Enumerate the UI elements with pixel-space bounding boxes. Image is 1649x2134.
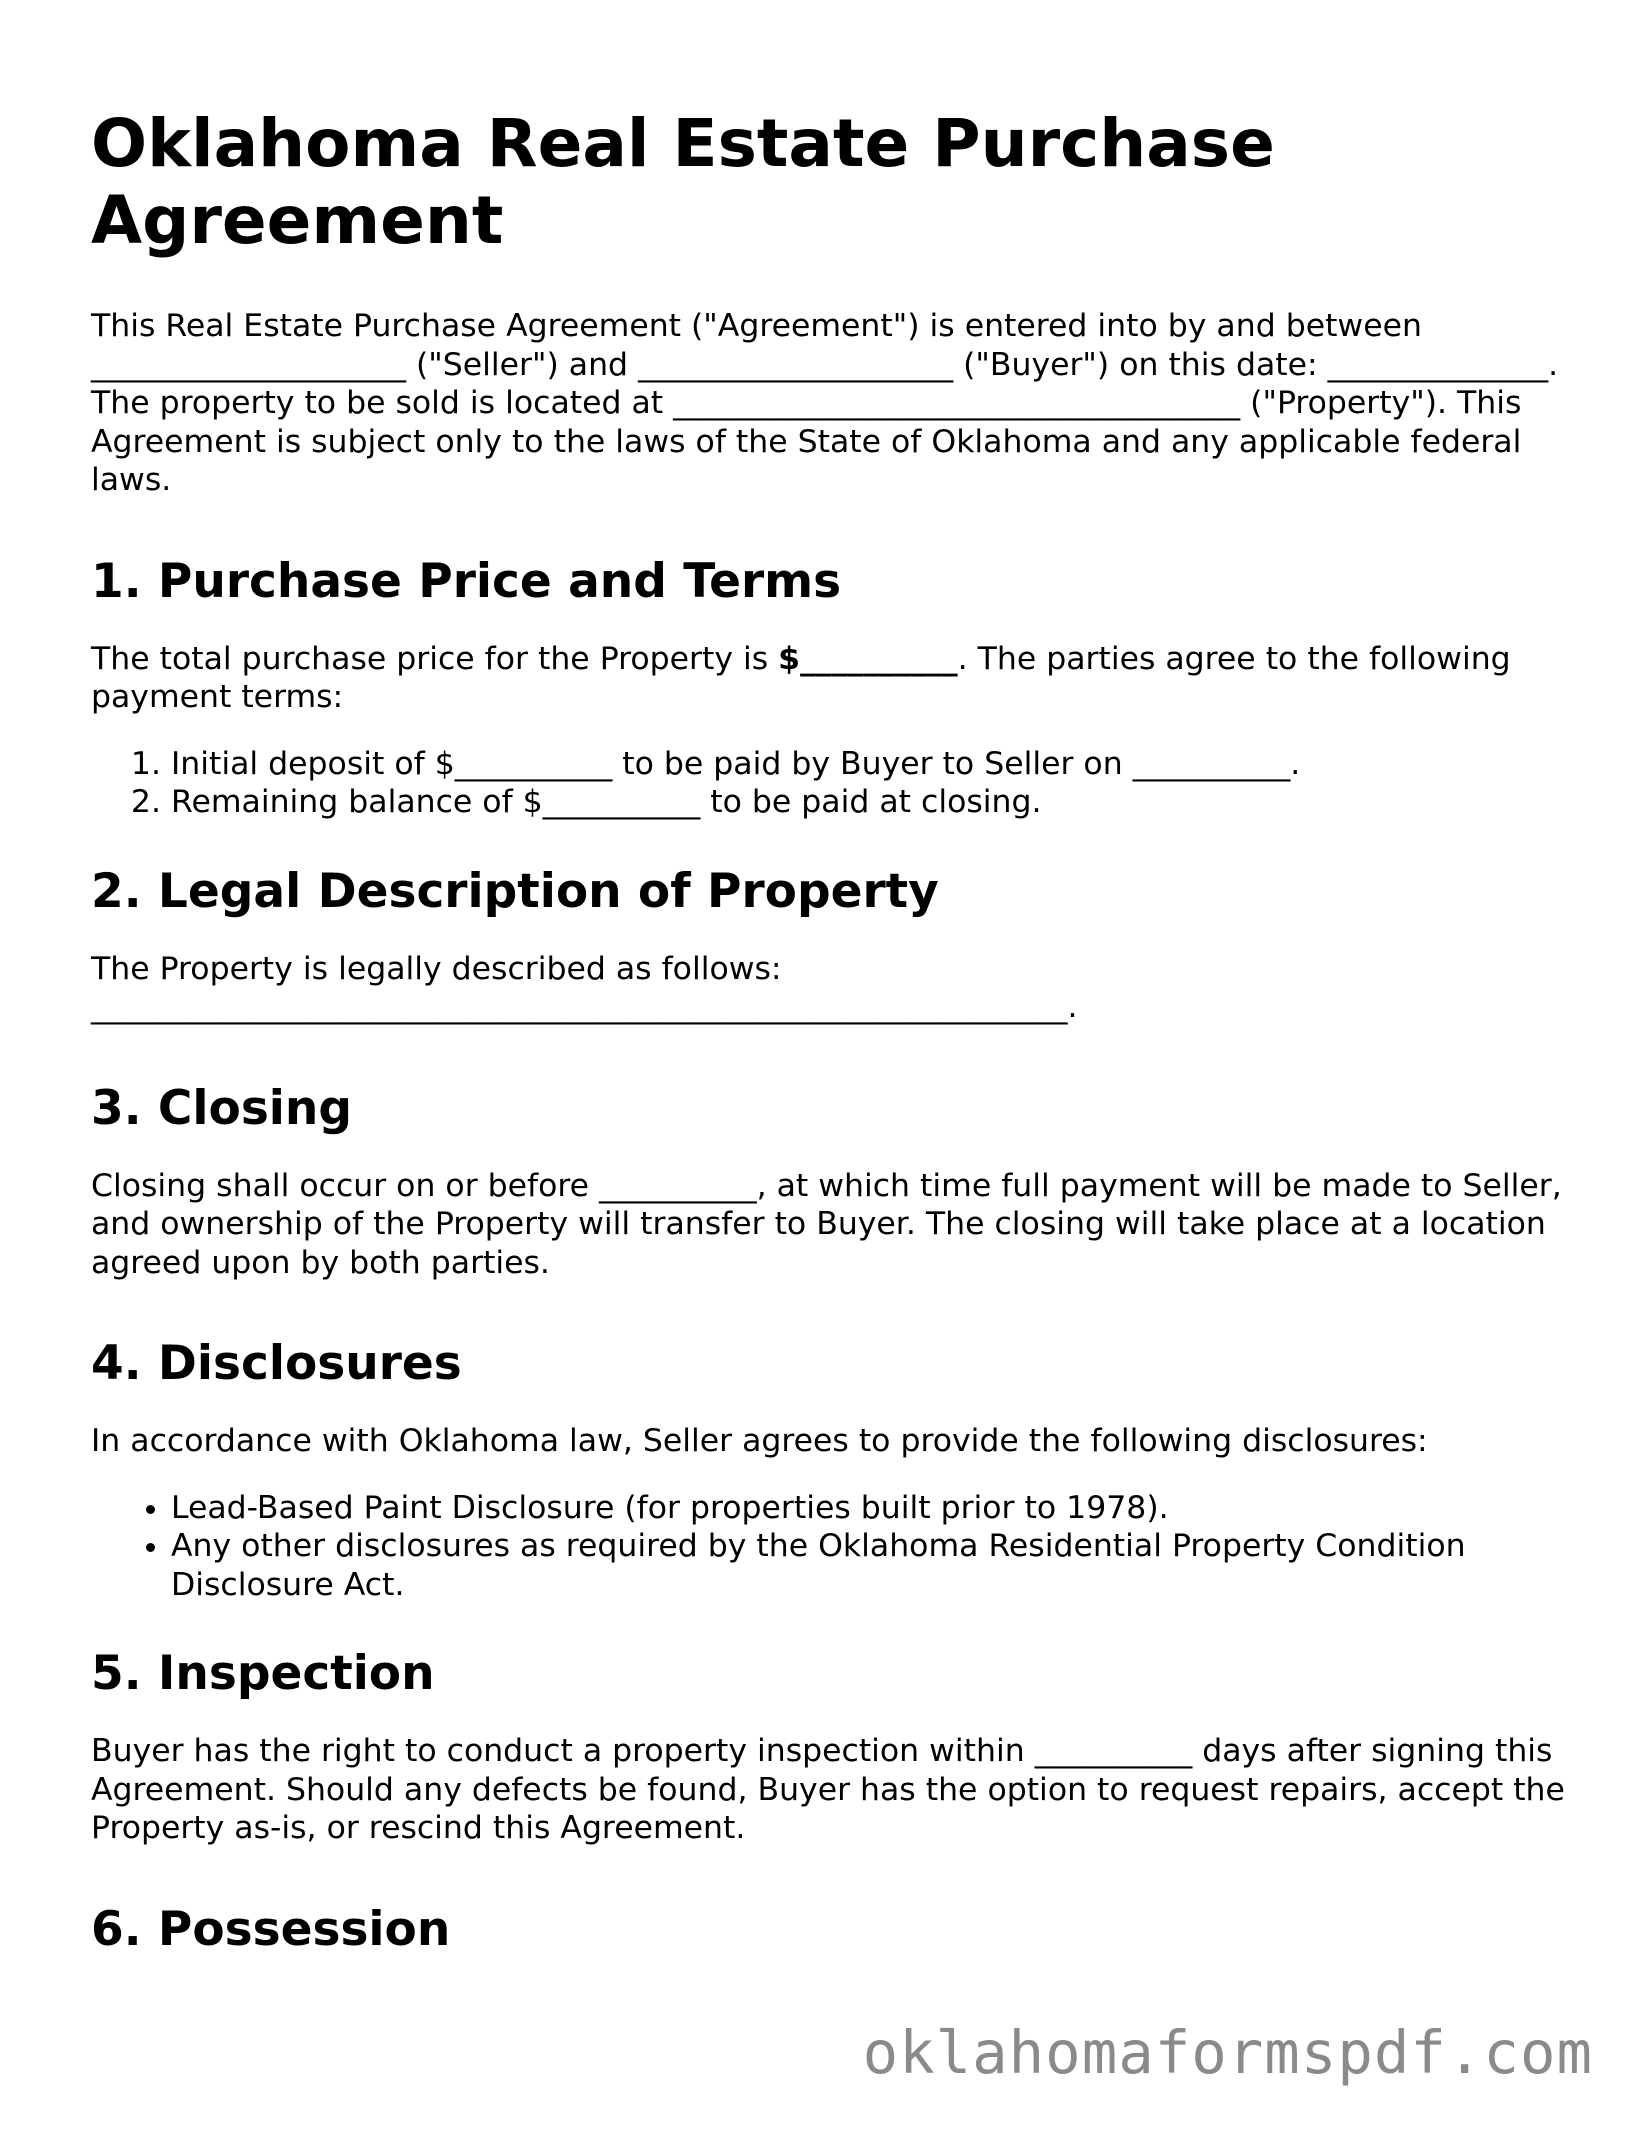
disclosures-paragraph: In accordance with Oklahoma law, Seller agrees to provide the following disclosures: <box>91 1423 1428 1459</box>
intro-text: ("Buyer") on this date: <box>953 346 1328 383</box>
document-title: Oklahoma Real Estate Purchase Agreement <box>91 105 1275 259</box>
deposit-date-blank[interactable]: __________ <box>1132 745 1291 782</box>
list-text: to be paid by Buyer to Seller on <box>612 745 1133 782</box>
closing-date-blank[interactable]: __________ <box>599 1167 757 1204</box>
agreement-date-blank[interactable]: ______________ <box>1327 346 1549 383</box>
section-5-heading: 5. Inspection <box>91 1646 435 1701</box>
section-4-heading: 4. Disclosures <box>91 1336 462 1391</box>
list-text: to be paid at closing. <box>700 784 1042 820</box>
section-text: . <box>1067 989 1078 1025</box>
intro-text: This Real Estate Purchase Agreement ("Agreement") is entered into by and between <box>91 308 1422 344</box>
section-text: days after signing this Agreement. Should any defects be found, Buyer has the option to request repairs, accept the Property as-is, or rescind this Agreement. <box>91 1733 1565 1846</box>
list-text: . <box>1290 745 1301 782</box>
property-address-blank[interactable]: ____________________________________ <box>673 385 1241 421</box>
legal-description-blank[interactable]: ______________________________________________________________ <box>91 989 1068 1025</box>
section-text: . The parties agree to the following payment terms: <box>91 640 1511 715</box>
closing-paragraph <box>91 1167 1571 1283</box>
intro-paragraph <box>91 307 1571 500</box>
section-text: The total purchase price for the Property is <box>91 640 779 677</box>
section-text: The Property is legally described as follows: <box>91 950 782 987</box>
list-text: Initial deposit of $ <box>171 745 455 782</box>
section-2-heading: 2. Legal Description of Property <box>91 863 939 919</box>
list-item <box>171 783 1571 822</box>
purchase-price-blank[interactable]: $__________ <box>778 640 958 677</box>
section-text: Closing shall occur on or before <box>91 1167 600 1204</box>
list-item <box>171 745 1571 784</box>
list-text: Remaining balance of $ <box>171 784 543 820</box>
disclosures-list <box>91 1489 1571 1605</box>
section-text: , at which time full payment will be made to Seller, and ownership of the Property will transfer to Buyer. The closing will take place at a location agreed upon by both parties. <box>91 1167 1562 1281</box>
inspection-paragraph <box>91 1732 1571 1848</box>
document-page <box>91 105 1571 1988</box>
list-item: • Lead-Based Paint Disclosure (for properties built prior to 1978). <box>171 1489 1571 1528</box>
section-3-heading: 3. Closing <box>91 1080 353 1136</box>
initial-deposit-blank[interactable]: __________ <box>454 745 613 782</box>
payment-terms-list <box>91 745 1571 822</box>
purchase-price-paragraph <box>91 640 1571 717</box>
section-text: Buyer has the right to conduct a property inspection within <box>91 1733 1035 1769</box>
inspection-days-blank[interactable]: __________ <box>1034 1733 1193 1769</box>
list-item: • Any other disclosures as required by the Oklahoma Residential Property Condition Disclosure Act. <box>171 1527 1571 1604</box>
buyer-name-blank[interactable]: ____________________ <box>638 346 954 383</box>
legal-description-paragraph <box>91 950 1571 1027</box>
remaining-balance-blank[interactable]: __________ <box>542 784 701 820</box>
intro-text: ("Seller") and <box>406 346 639 383</box>
watermark: oklahomaformspdf.com <box>862 2018 1593 2087</box>
section-1-heading: 1. Purchase Price and Terms <box>91 553 842 609</box>
intro-text: . The property to be sold is located at <box>91 346 1559 421</box>
seller-name-blank[interactable]: ____________________ <box>91 346 406 383</box>
section-6-heading: 6. Possession <box>91 1901 451 1957</box>
intro-text: ("Property"). This Agreement is subject only to the laws of the State of Oklahoma and any applicable federal laws. <box>91 385 1522 498</box>
